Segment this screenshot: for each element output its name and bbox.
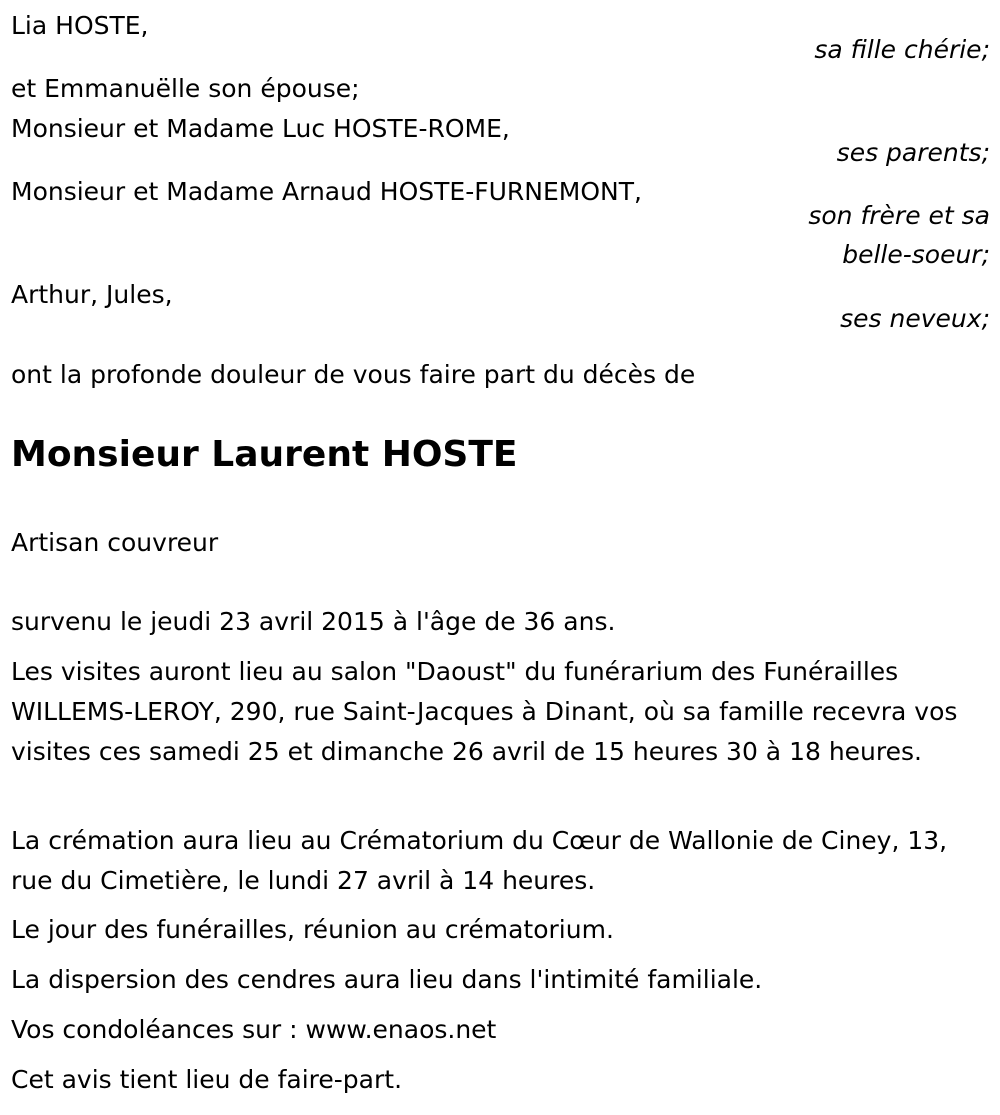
visits-paragraph: Les visites auront lieu au salon "Daoust" du funérarium des Funérailles WILLEMS-LEROY, 290, rue Saint-Jacques à Dinant, où sa famille recevra vos visites ces samedi 25 et dimanche 26 avril de 15 heures 30 à 18 heures. bbox=[11, 657, 958, 766]
deceased-occupation: Artisan couvreur bbox=[11, 528, 219, 557]
relation-parents: ses parents; bbox=[836, 138, 990, 167]
family-member-spouse: et Emmanuëlle son épouse; bbox=[11, 74, 360, 103]
family-member-brother: Monsieur et Madame Arnaud HOSTE-FURNEMONT, bbox=[11, 177, 642, 206]
cremation-paragraph: La crémation aura lieu au Crématorium du Cœur de Wallonie de Ciney, 13, rue du Cimetière, le lundi 27 avril à 14 heures. bbox=[11, 826, 948, 895]
family-member-parents: Monsieur et Madame Luc HOSTE-ROME, bbox=[11, 114, 510, 143]
relation-brother-line2: belle-soeur; bbox=[842, 240, 990, 269]
relation-daughter: sa fille chérie; bbox=[814, 35, 990, 64]
death-info: survenu le jeudi 23 avril 2015 à l'âge de 36 ans. bbox=[11, 607, 616, 636]
funeral-day-paragraph: Le jour des funérailles, réunion au crématorium. bbox=[11, 915, 614, 944]
deceased-name: Monsieur Laurent HOSTE bbox=[11, 434, 518, 475]
closing-paragraph: Cet avis tient lieu de faire-part. bbox=[11, 1065, 403, 1094]
family-member-daughter: Lia HOSTE, bbox=[11, 11, 149, 40]
condolences-paragraph: Vos condoléances sur : www.enaos.net bbox=[11, 1015, 497, 1044]
relation-brother-line1: son frère et sa bbox=[808, 201, 990, 230]
ashes-paragraph: La dispersion des cendres aura lieu dans l'intimité familiale. bbox=[11, 965, 763, 994]
relation-nephews: ses neveux; bbox=[840, 304, 990, 333]
family-member-nephews: Arthur, Jules, bbox=[11, 280, 173, 309]
announcement-intro: ont la profonde douleur de vous faire part du décès de bbox=[11, 360, 696, 389]
